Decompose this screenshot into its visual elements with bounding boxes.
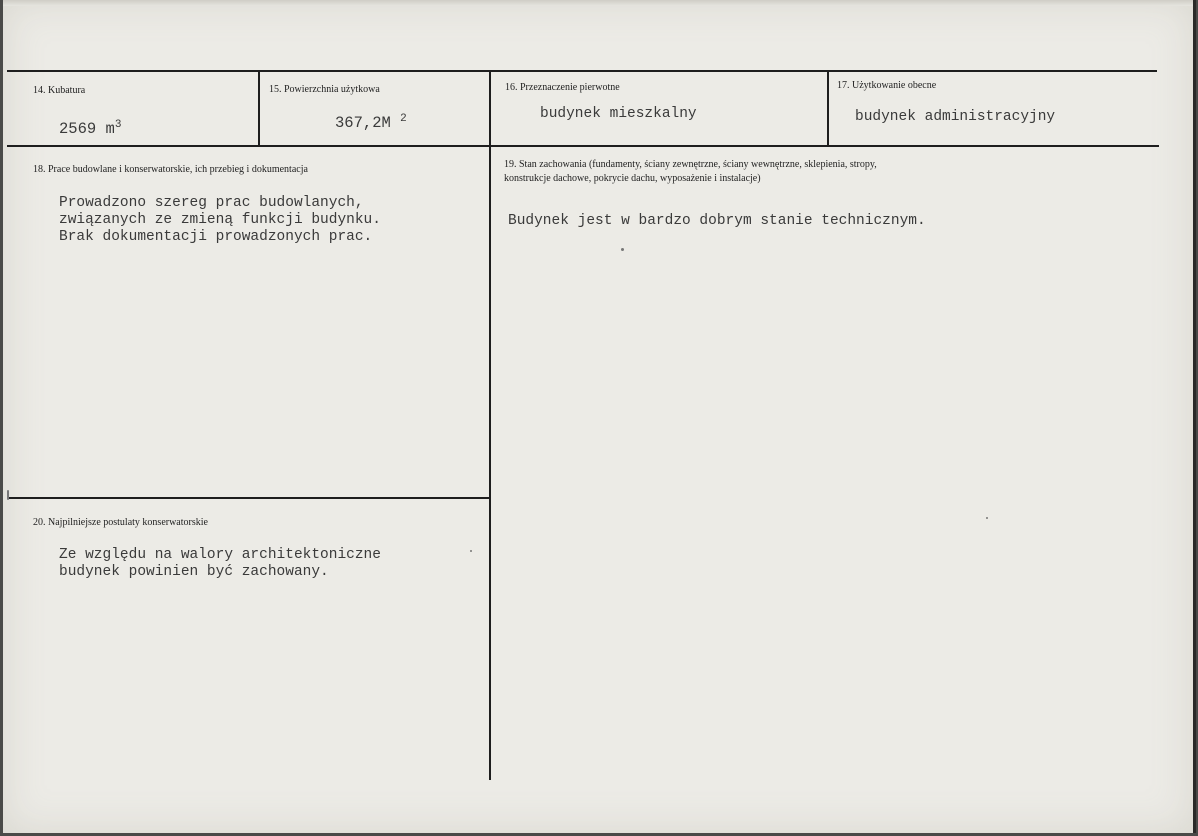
paper-speck xyxy=(986,517,988,519)
field-14-value: 2569 $m^3$ xyxy=(59,119,122,138)
field-20-line-2: budynek powinien być zachowany. xyxy=(59,564,329,580)
paper-speck xyxy=(7,490,9,500)
divider-main xyxy=(489,70,491,780)
field-20-label: 20. Najpilniejsze postulaty konserwatorskie xyxy=(33,517,208,528)
divider-14-15 xyxy=(258,70,260,147)
field-18-label: 18. Prace budowlane i konserwatorskie, ich przebieg i dokumentacja xyxy=(33,164,308,175)
paper-speck xyxy=(621,248,624,251)
field-15-label: 15. Powierzchnia użytkowa xyxy=(269,84,380,95)
field-19-label-line-1: 19. Stan zachowania (fundamenty, ściany zewnętrzne, ściany wewnętrzne, sklepienia, stropy, xyxy=(504,159,877,170)
field-18-line-2: związanych ze zmieną funkcji budynku. xyxy=(59,212,381,228)
rule-header-bottom xyxy=(7,145,1159,147)
field-17-value: budynek administracyjny xyxy=(855,109,1056,125)
field-15-value: 367,2M $^2$ xyxy=(335,113,407,132)
paper-speck xyxy=(470,550,472,552)
record-card xyxy=(3,0,1196,833)
field-17-label: 17. Użytkowanie obecne xyxy=(837,80,937,91)
field-14-label: 14. Kubatura xyxy=(33,85,86,96)
rule-top xyxy=(7,70,1157,72)
divider-16-17 xyxy=(827,70,829,147)
field-18-line-1: Prowadzono szereg prac budowlanych, xyxy=(59,195,364,211)
field-19-label-line-2: konstrukcje dachowe, pokrycie dachu, wyposażenie i instalacje) xyxy=(504,173,761,184)
field-20-line-1: Ze względu na walory architektoniczne xyxy=(59,547,381,563)
field-16-value: budynek mieszkalny xyxy=(540,106,697,122)
field-18-line-3: Brak dokumentacji prowadzonych prac. xyxy=(59,229,373,245)
field-16-label: 16. Przeznaczenie pierwotne xyxy=(505,82,620,93)
card-top-edge xyxy=(3,0,1193,6)
field-19-value: Budynek jest w bardzo dobrym stanie technicznym. xyxy=(508,213,926,229)
rule-section-20-top xyxy=(7,497,489,499)
